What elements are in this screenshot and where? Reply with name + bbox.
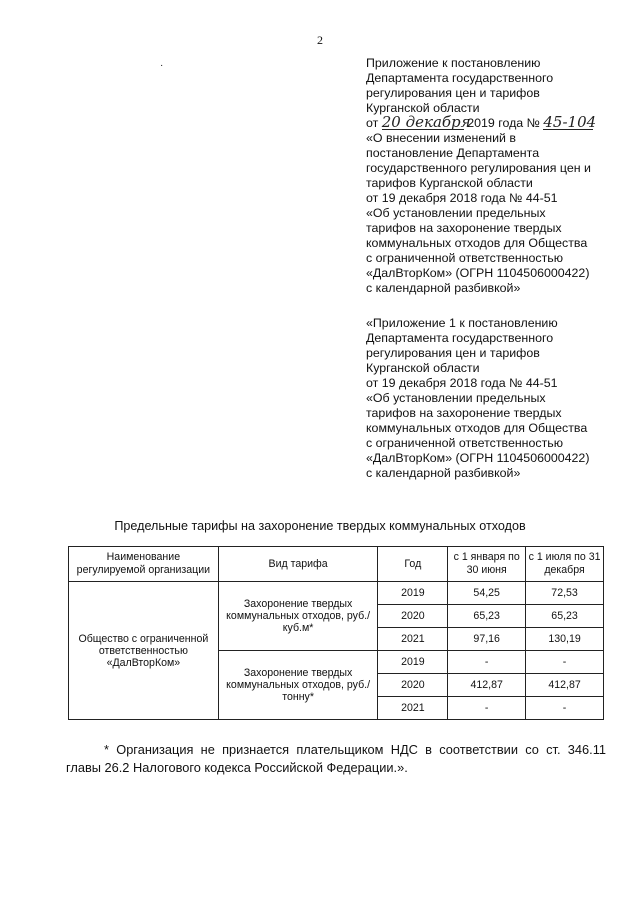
annex1-line: с календарной разбивкой» — [366, 466, 521, 480]
tariff-type-cell: Захоронение твердых коммунальных отходов, руб./куб.м* — [218, 582, 378, 651]
year-cell: 2021 — [378, 628, 448, 651]
handwritten-date: 20 декабря — [381, 113, 471, 131]
value-cell: 72,53 — [526, 582, 604, 605]
annex-line: Курганской области — [366, 101, 480, 115]
year-cell: 2019 — [378, 582, 448, 605]
year-cell: 2020 — [378, 674, 448, 697]
value-cell: 65,23 — [448, 605, 526, 628]
tariff-type-cell: Захоронение твердых коммунальных отходов, руб./тонну* — [218, 651, 378, 720]
value-cell: 54,25 — [448, 582, 526, 605]
value-cell: 412,87 — [448, 674, 526, 697]
annex-line: Приложение к постановлению — [366, 56, 541, 70]
value-cell: 97,16 — [448, 628, 526, 651]
annex-header — [366, 56, 628, 296]
value-cell: - — [448, 697, 526, 720]
annex1-line: Департамента государственного — [366, 331, 554, 345]
annex1-line: «Приложение 1 к постановлению — [366, 316, 558, 330]
stray-mark: · — [160, 60, 164, 71]
annex-line: «Об установлении предельных — [366, 206, 546, 220]
annex-line: «ДалВторКом» (ОГРН 1104506000422) — [366, 266, 590, 280]
annex1-line: коммунальных отходов для Общества — [366, 421, 588, 435]
annex1-line: тарифов на захоронение твердых — [366, 406, 562, 420]
year-cell: 2020 — [378, 605, 448, 628]
header-first-half: с 1 января по 30 июня — [448, 547, 526, 582]
annex-line: от 19 декабря 2018 года № 44-51 — [366, 191, 558, 205]
annex-date-line — [366, 113, 628, 131]
annex1-line: «ДалВторКом» (ОГРН 1104506000422) — [366, 451, 590, 465]
annex1-line: с ограниченной ответственностью — [366, 436, 564, 450]
table-header-row — [69, 547, 604, 582]
annex-line: тарифов на захоронение твердых — [366, 221, 562, 235]
table-title: Предельные тарифы на захоронение твердых коммунальных отходов — [114, 519, 526, 533]
annex-line: коммунальных отходов для Общества — [366, 236, 588, 250]
annex-line: постановление Департамента — [366, 146, 540, 160]
header-org: Наименование регулируемой организации — [69, 547, 219, 582]
value-cell: - — [526, 697, 604, 720]
footnote: * Организация не признается плательщиком НДС в соответствии со ст. 346.11 главы 26.2 Налогового кодекса Российской Федерации.». — [66, 742, 606, 775]
date-prefix: от — [366, 116, 379, 130]
value-cell: - — [526, 651, 604, 674]
handwritten-number: 45-104 — [543, 113, 597, 131]
header-second-half: с 1 июля по 31 декабря — [526, 547, 604, 582]
org-name-cell: Общество с ограниченной ответственностью «ДалВторКом» — [69, 582, 219, 720]
page-number: 2 — [317, 33, 323, 47]
value-cell: 412,87 — [526, 674, 604, 697]
tariffs-table — [68, 546, 604, 720]
annex-line: регулирования цен и тарифов — [366, 86, 540, 100]
annex1-header — [366, 316, 628, 481]
header-year: Год — [378, 547, 448, 582]
value-cell: - — [448, 651, 526, 674]
year-cell: 2019 — [378, 651, 448, 674]
annex-line: с календарной разбивкой» — [366, 281, 521, 295]
annex1-line: Курганской области — [366, 361, 480, 375]
value-cell: 130,19 — [526, 628, 604, 651]
annex-line: Департамента государственного — [366, 71, 554, 85]
annex-line: с ограниченной ответственностью — [366, 251, 564, 265]
date-suffix: 2019 года № — [467, 116, 540, 130]
annex1-line: регулирования цен и тарифов — [366, 346, 540, 360]
table-row — [69, 582, 604, 605]
annex-line: «О внесении изменений в — [366, 131, 516, 145]
header-tariff-type: Вид тарифа — [218, 547, 378, 582]
annex-line: государственного регулирования цен и — [366, 161, 591, 175]
annex1-line: «Об установлении предельных — [366, 391, 546, 405]
value-cell: 65,23 — [526, 605, 604, 628]
annex-line: тарифов Курганской области — [366, 176, 533, 190]
year-cell: 2021 — [378, 697, 448, 720]
annex1-line: от 19 декабря 2018 года № 44-51 — [366, 376, 558, 390]
